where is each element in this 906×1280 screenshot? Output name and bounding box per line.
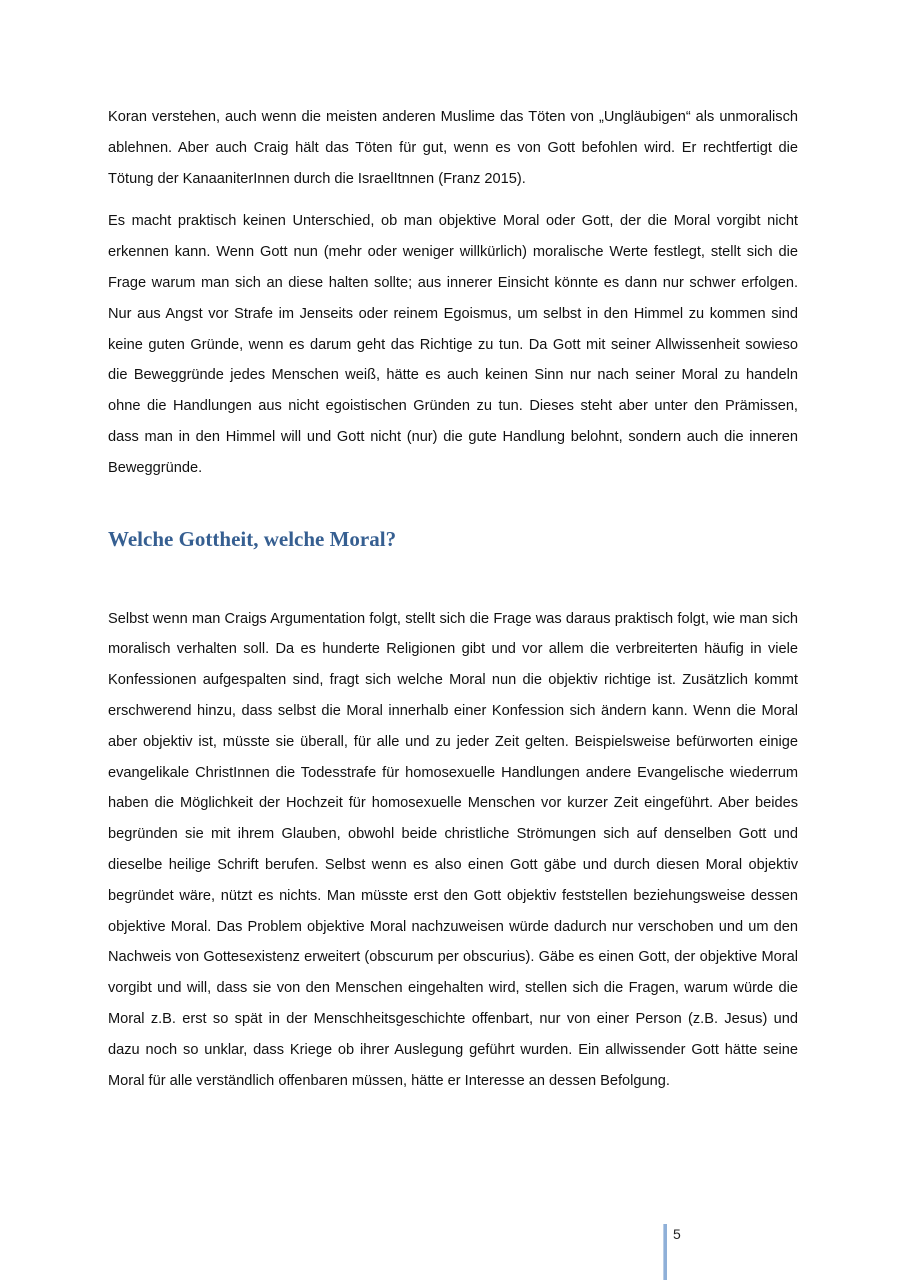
body-paragraph: Selbst wenn man Craigs Argumentation folgt, stellt sich die Frage was daraus praktisch folgt, wie man sich moralisch verhalten soll. Da es hunderte Religionen gibt und vor allem die verbreiterten häufig in viele Konfessionen aufgespalten sind, fragt sich welche Moral nun die objektiv richtige ist. Zusätzlich kommt erschwerend hinzu, dass selbst die Moral innerhalb einer Konfession sich ändern kann. Wenn die Moral aber objektiv ist, müsste sie überall, für alle und zu jeder Zeit gelten. Beispielsweise befürworten einige evangelikale ChristInnen die Todesstrafe für homosexuelle Handlungen andere Evangelische wiederrum haben die Möglichkeit der Hochzeit für homosexuelle Menschen vor kurzer Zeit eingeführt. Aber beides begründen sie mit ihrem Glauben, obwohl beide christliche Strömungen sich auf denselben Gott und dieselbe heilige Schrift berufen. Selbst wenn es also einen Gott gäbe und durch diesen Moral objektiv begründet wäre, nützt es nichts. Man müsste erst den Gott objektiv feststellen beziehungsweise dessen objektive Moral. Das Problem objektive Moral nachzuweisen würde dadurch nur verschoben und um den Nachweis von Gottesexistenz erweitert (obscurum per obscurius). Gäbe es einen Gott, der objektive Moral vorgibt und will, dass sie von den Menschen eingehalten wird, stellen sich die Fragen, warum würde die Moral z.B. erst so spät in der Menschheitsgeschichte offenbart, nur von einer Person (z.B. Jesus) und dazu noch so unklar, dass Kriege ob ihrer Auslegung geführt wurden. Ein allwissender Gott hätte seine Moral für alle verständlich offenbaren müssen, hätte er Interesse an dessen Befolgung. (108, 610, 798, 1089)
page-content (108, 102, 798, 1096)
page-number: 5 (673, 1226, 681, 1242)
page-number-rule (663, 1224, 667, 1280)
body-paragraph: Es macht praktisch keinen Unterschied, ob man objektive Moral oder Gott, der die Moral vorgibt nicht erkennen kann. Wenn Gott nun (mehr oder weniger willkürlich) moralische Werte festlegt, stellt sich die Frage warum man sich an diese halten sollte; aus innerer Einsicht könnte es dann nur schwer erfolgen. Nur aus Angst vor Strafe im Jenseits oder reinem Egoismus, um selbst in den Himmel zu kommen sind keine guten Gründe, wenn es darum geht das Richtige zu tun. Da Gott mit seiner Allwissenheit sowieso die Beweggründe jedes Menschen weiß, hätte es auch keinen Sinn nur nach seiner Moral zu handeln ohne die Handlungen aus nicht egoistischen Gründen zu tun. Dieses steht aber unter den Prämissen, dass man in den Himmel will und Gott nicht (nur) die gute Handlung belohnt, sondern auch die inneren Beweggründe. (108, 213, 798, 476)
body-paragraph: Koran verstehen, auch wenn die meisten anderen Muslime das Töten von „Ungläubigen“ als unmoralisch ablehnen. Aber auch Craig hält das Töten für gut, wenn es von Gott befohlen wird. Er rechtfertigt die Tötung der KanaaniterInnen durch die IsraelItnnen (Franz 2015). (108, 109, 798, 187)
section-heading: Welche Gottheit, welche Moral? (108, 526, 397, 551)
